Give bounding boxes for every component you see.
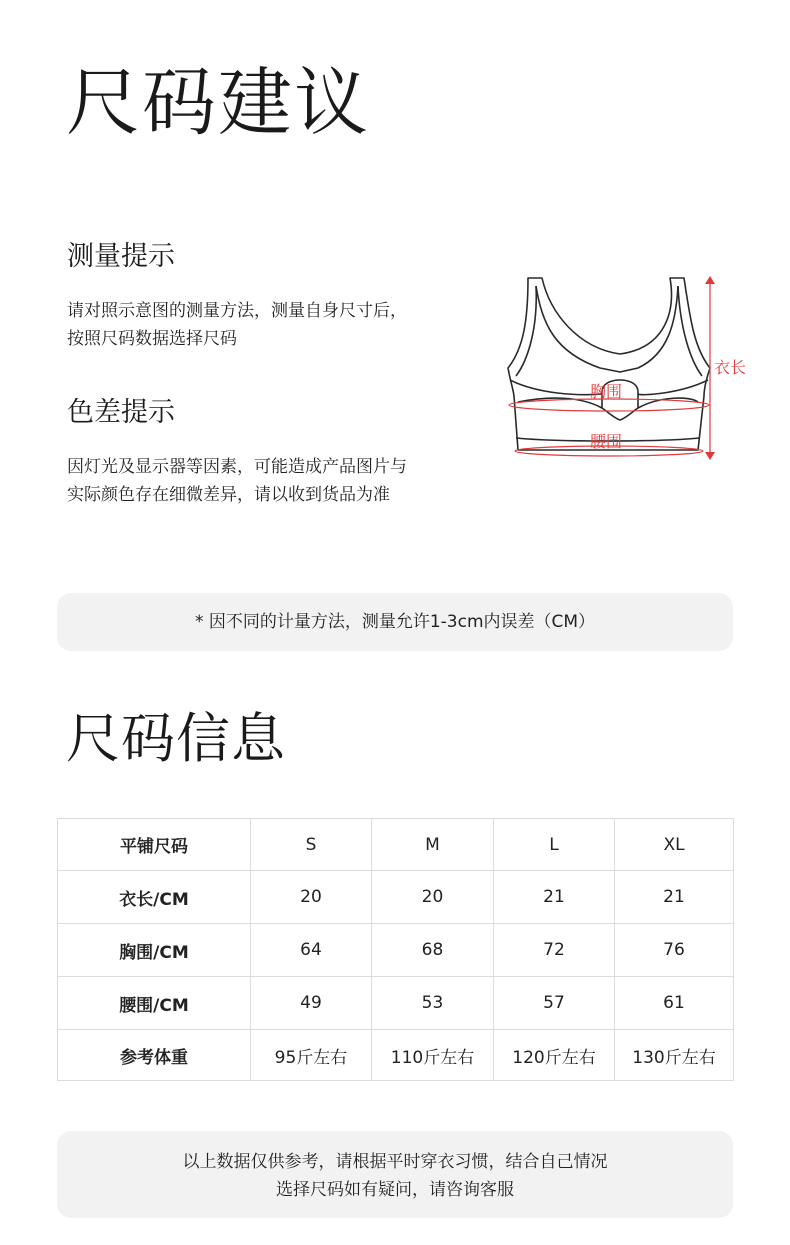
table-header-cell: S — [251, 819, 372, 871]
footer-note-line: 以上数据仅供参考，请根据平时穿衣习惯，结合自己情况 — [182, 1152, 608, 1172]
table-cell: 130斤左右 — [615, 1030, 734, 1081]
table-cell: 53 — [372, 977, 494, 1030]
table-cell: 76 — [615, 924, 734, 977]
garment-inner-line — [536, 286, 678, 372]
table-cell: 68 — [372, 924, 494, 977]
table-header-row — [58, 819, 734, 871]
length-label: 衣长 — [714, 358, 747, 377]
table-header-cell: XL — [615, 819, 734, 871]
table-cell: 95斤左右 — [251, 1030, 372, 1081]
tolerance-note-text: * 因不同的计量方法，测量允许1-3cm内误差（CM） — [194, 612, 596, 632]
table-header-cell: 平铺尺码 — [58, 819, 251, 871]
table-row-label: 衣长/CM — [58, 871, 251, 924]
waist-label: 腰围 — [590, 432, 623, 451]
table-header-cell: L — [494, 819, 615, 871]
footer-note-line: 选择尺码如有疑问，请咨询客服 — [276, 1180, 514, 1200]
garment-diagram — [498, 268, 758, 468]
measure-tip-line: 请对照示意图的测量方法，测量自身尺寸后， — [67, 301, 407, 321]
table-cell: 21 — [494, 871, 615, 924]
measure-tip-text — [67, 297, 407, 353]
length-arrow-bottom — [705, 452, 715, 460]
table-cell: 49 — [251, 977, 372, 1030]
color-tip-heading: 色差提示 — [67, 397, 175, 428]
table-row — [58, 924, 734, 977]
table-cell: 110斤左右 — [372, 1030, 494, 1081]
table-row — [58, 977, 734, 1030]
footer-note-box — [57, 1131, 733, 1218]
table-header-cell: M — [372, 819, 494, 871]
color-tip-line: 因灯光及显示器等因素，可能造成产品图片与 — [67, 457, 407, 477]
chest-label: 胸围 — [590, 382, 623, 401]
size-table — [57, 818, 734, 1081]
measure-tip-heading: 测量提示 — [67, 241, 175, 272]
table-cell: 72 — [494, 924, 615, 977]
table-cell: 21 — [615, 871, 734, 924]
table-row — [58, 871, 734, 924]
table-row-label: 参考体重 — [58, 1030, 251, 1081]
tolerance-note-box — [57, 593, 733, 651]
table-cell: 64 — [251, 924, 372, 977]
size-info-title: 尺码信息 — [66, 707, 286, 770]
table-cell: 20 — [372, 871, 494, 924]
size-advice-title: 尺码建议 — [66, 60, 370, 146]
table-row-label: 胸围/CM — [58, 924, 251, 977]
measure-tip-line: 按照尺码数据选择尺码 — [67, 329, 237, 349]
table-row-label: 腰围/CM — [58, 977, 251, 1030]
table-cell: 61 — [615, 977, 734, 1030]
table-cell: 120斤左右 — [494, 1030, 615, 1081]
table-cell: 20 — [251, 871, 372, 924]
color-tip-line: 实际颜色存在细微差异，请以收到货品为准 — [67, 485, 390, 505]
length-arrow-top — [705, 276, 715, 284]
color-tip-text — [67, 453, 407, 509]
table-row — [58, 1030, 734, 1081]
table-cell: 57 — [494, 977, 615, 1030]
